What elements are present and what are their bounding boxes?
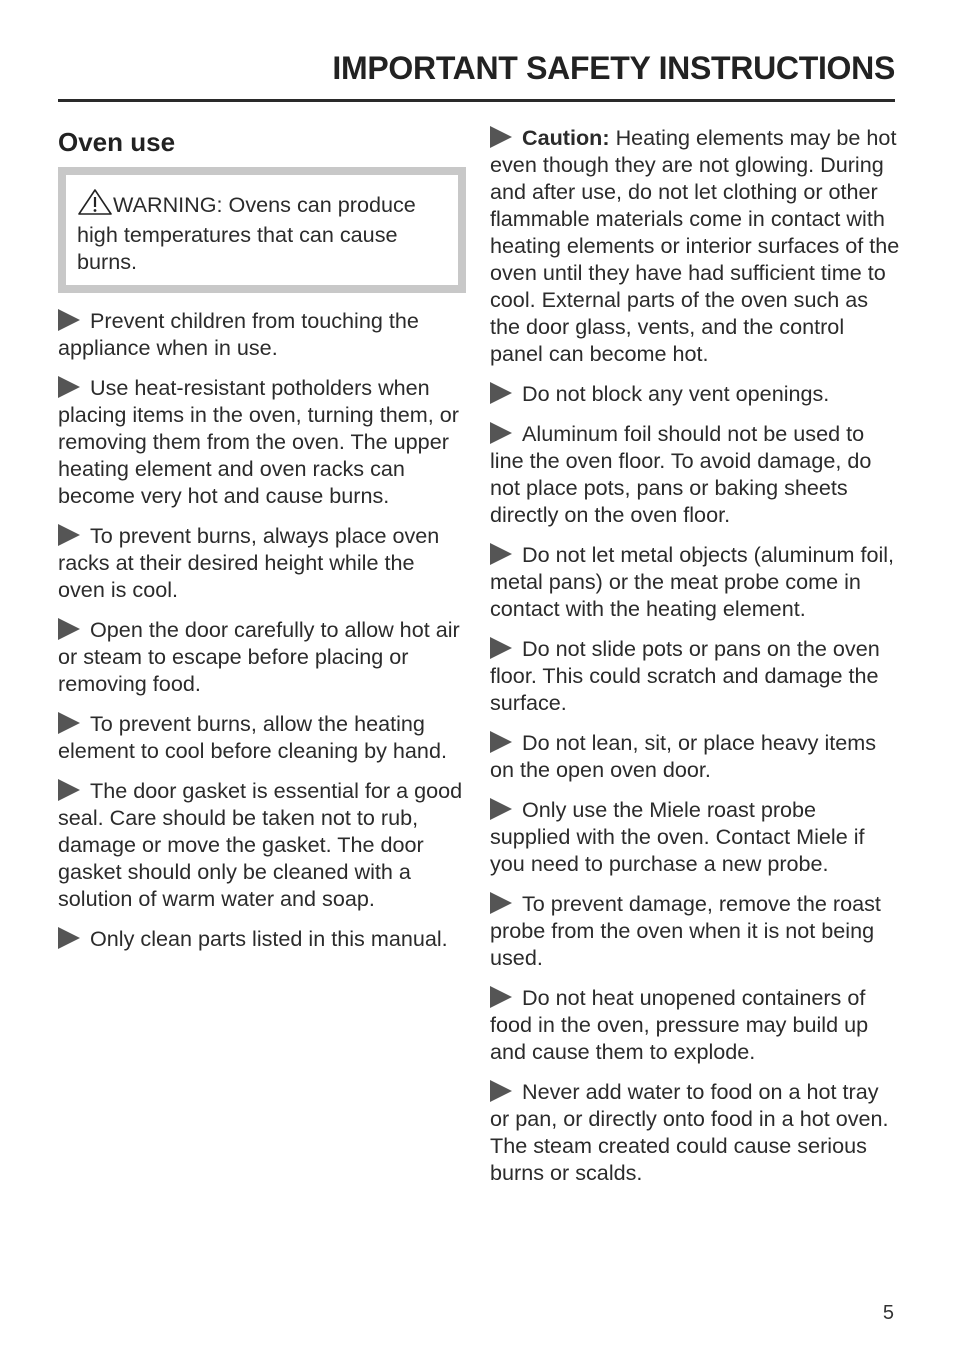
list-item: To prevent damage, remove the roast probe from the oven when it is not being used.	[490, 891, 881, 970]
warning-box	[58, 167, 466, 293]
triangle-bullet-icon	[490, 382, 512, 404]
triangle-bullet-icon	[58, 712, 80, 734]
triangle-bullet-icon	[58, 376, 80, 398]
list-item: Only use the Miele roast probe supplied with the oven. Contact Miele if you need to purchase a new probe.	[490, 797, 865, 876]
list-item: Only clean parts listed in this manual.	[58, 925, 466, 952]
triangle-bullet-icon	[58, 524, 80, 546]
triangle-bullet-icon	[58, 779, 80, 801]
triangle-bullet-icon	[58, 618, 80, 640]
triangle-bullet-icon	[490, 798, 512, 820]
list-item: Use heat-resistant potholders when placing items in the oven, turning them, or removing them from the oven. The upper heating element and oven racks can become very hot and cause burns.	[58, 375, 459, 508]
list-item: Aluminum foil should not be used to line the oven floor. To avoid damage, do not place pots, pans or baking sheets directly on the oven floor.	[490, 421, 872, 527]
header-divider	[58, 99, 895, 102]
triangle-bullet-icon	[490, 126, 512, 148]
caution-item	[490, 124, 902, 367]
list-item: Never add water to food on a hot tray or pan, or directly onto food in a hot oven. The steam created could cause serious burns or scalds.	[490, 1079, 889, 1185]
list-item: Do not block any vent openings.	[490, 380, 902, 407]
triangle-bullet-icon	[58, 927, 80, 949]
list-item: The door gasket is essential for a good seal. Care should be taken not to rub, damage or move the gasket. The door gasket should only be cleaned with a solution of warm water and soap.	[58, 778, 463, 911]
left-column	[58, 124, 466, 965]
caution-text: Heating elements may be hot even though they are not glowing. During and after use, do not let clothing or other flammable materials come in contact with heating elements or interior surfaces of the oven until they have had sufficient time to cool. External parts of the oven such as the door glass, vents, and the control panel can become hot.	[490, 125, 900, 366]
triangle-bullet-icon	[490, 1080, 512, 1102]
triangle-bullet-icon	[490, 892, 512, 914]
page-title: IMPORTANT SAFETY INSTRUCTIONS	[332, 50, 895, 86]
right-column	[490, 124, 902, 1199]
list-item: To prevent burns, allow the heating element to cool before cleaning by hand.	[58, 711, 447, 763]
warning-text: WARNING: Ovens can produce high temperatures that can cause burns.	[77, 192, 416, 274]
triangle-bullet-icon	[490, 422, 512, 444]
list-item: Do not slide pots or pans on the oven floor. This could scratch and damage the surface.	[490, 636, 880, 715]
list-item: Prevent children from touching the appliance when in use.	[58, 308, 419, 360]
list-item: Open the door carefully to allow hot air or steam to escape before placing or removing food.	[58, 617, 460, 696]
warning-triangle-icon	[77, 189, 113, 221]
list-item: Do not heat unopened containers of food in the oven, pressure may build up and cause them to explode.	[490, 985, 869, 1064]
list-item: Do not let metal objects (aluminum foil, metal pans) or the meat probe come in contact with the heating element.	[490, 542, 895, 621]
page-number: 5	[882, 1302, 894, 1324]
triangle-bullet-icon	[490, 731, 512, 753]
triangle-bullet-icon	[490, 986, 512, 1008]
triangle-bullet-icon	[490, 637, 512, 659]
section-heading: Oven use	[58, 127, 176, 157]
list-item: Do not lean, sit, or place heavy items on the open oven door.	[490, 730, 877, 782]
caution-label: Caution:	[522, 125, 610, 150]
list-item: To prevent burns, always place oven racks at their desired height while the oven is cool.	[58, 523, 440, 602]
triangle-bullet-icon	[58, 309, 80, 331]
triangle-bullet-icon	[490, 543, 512, 565]
